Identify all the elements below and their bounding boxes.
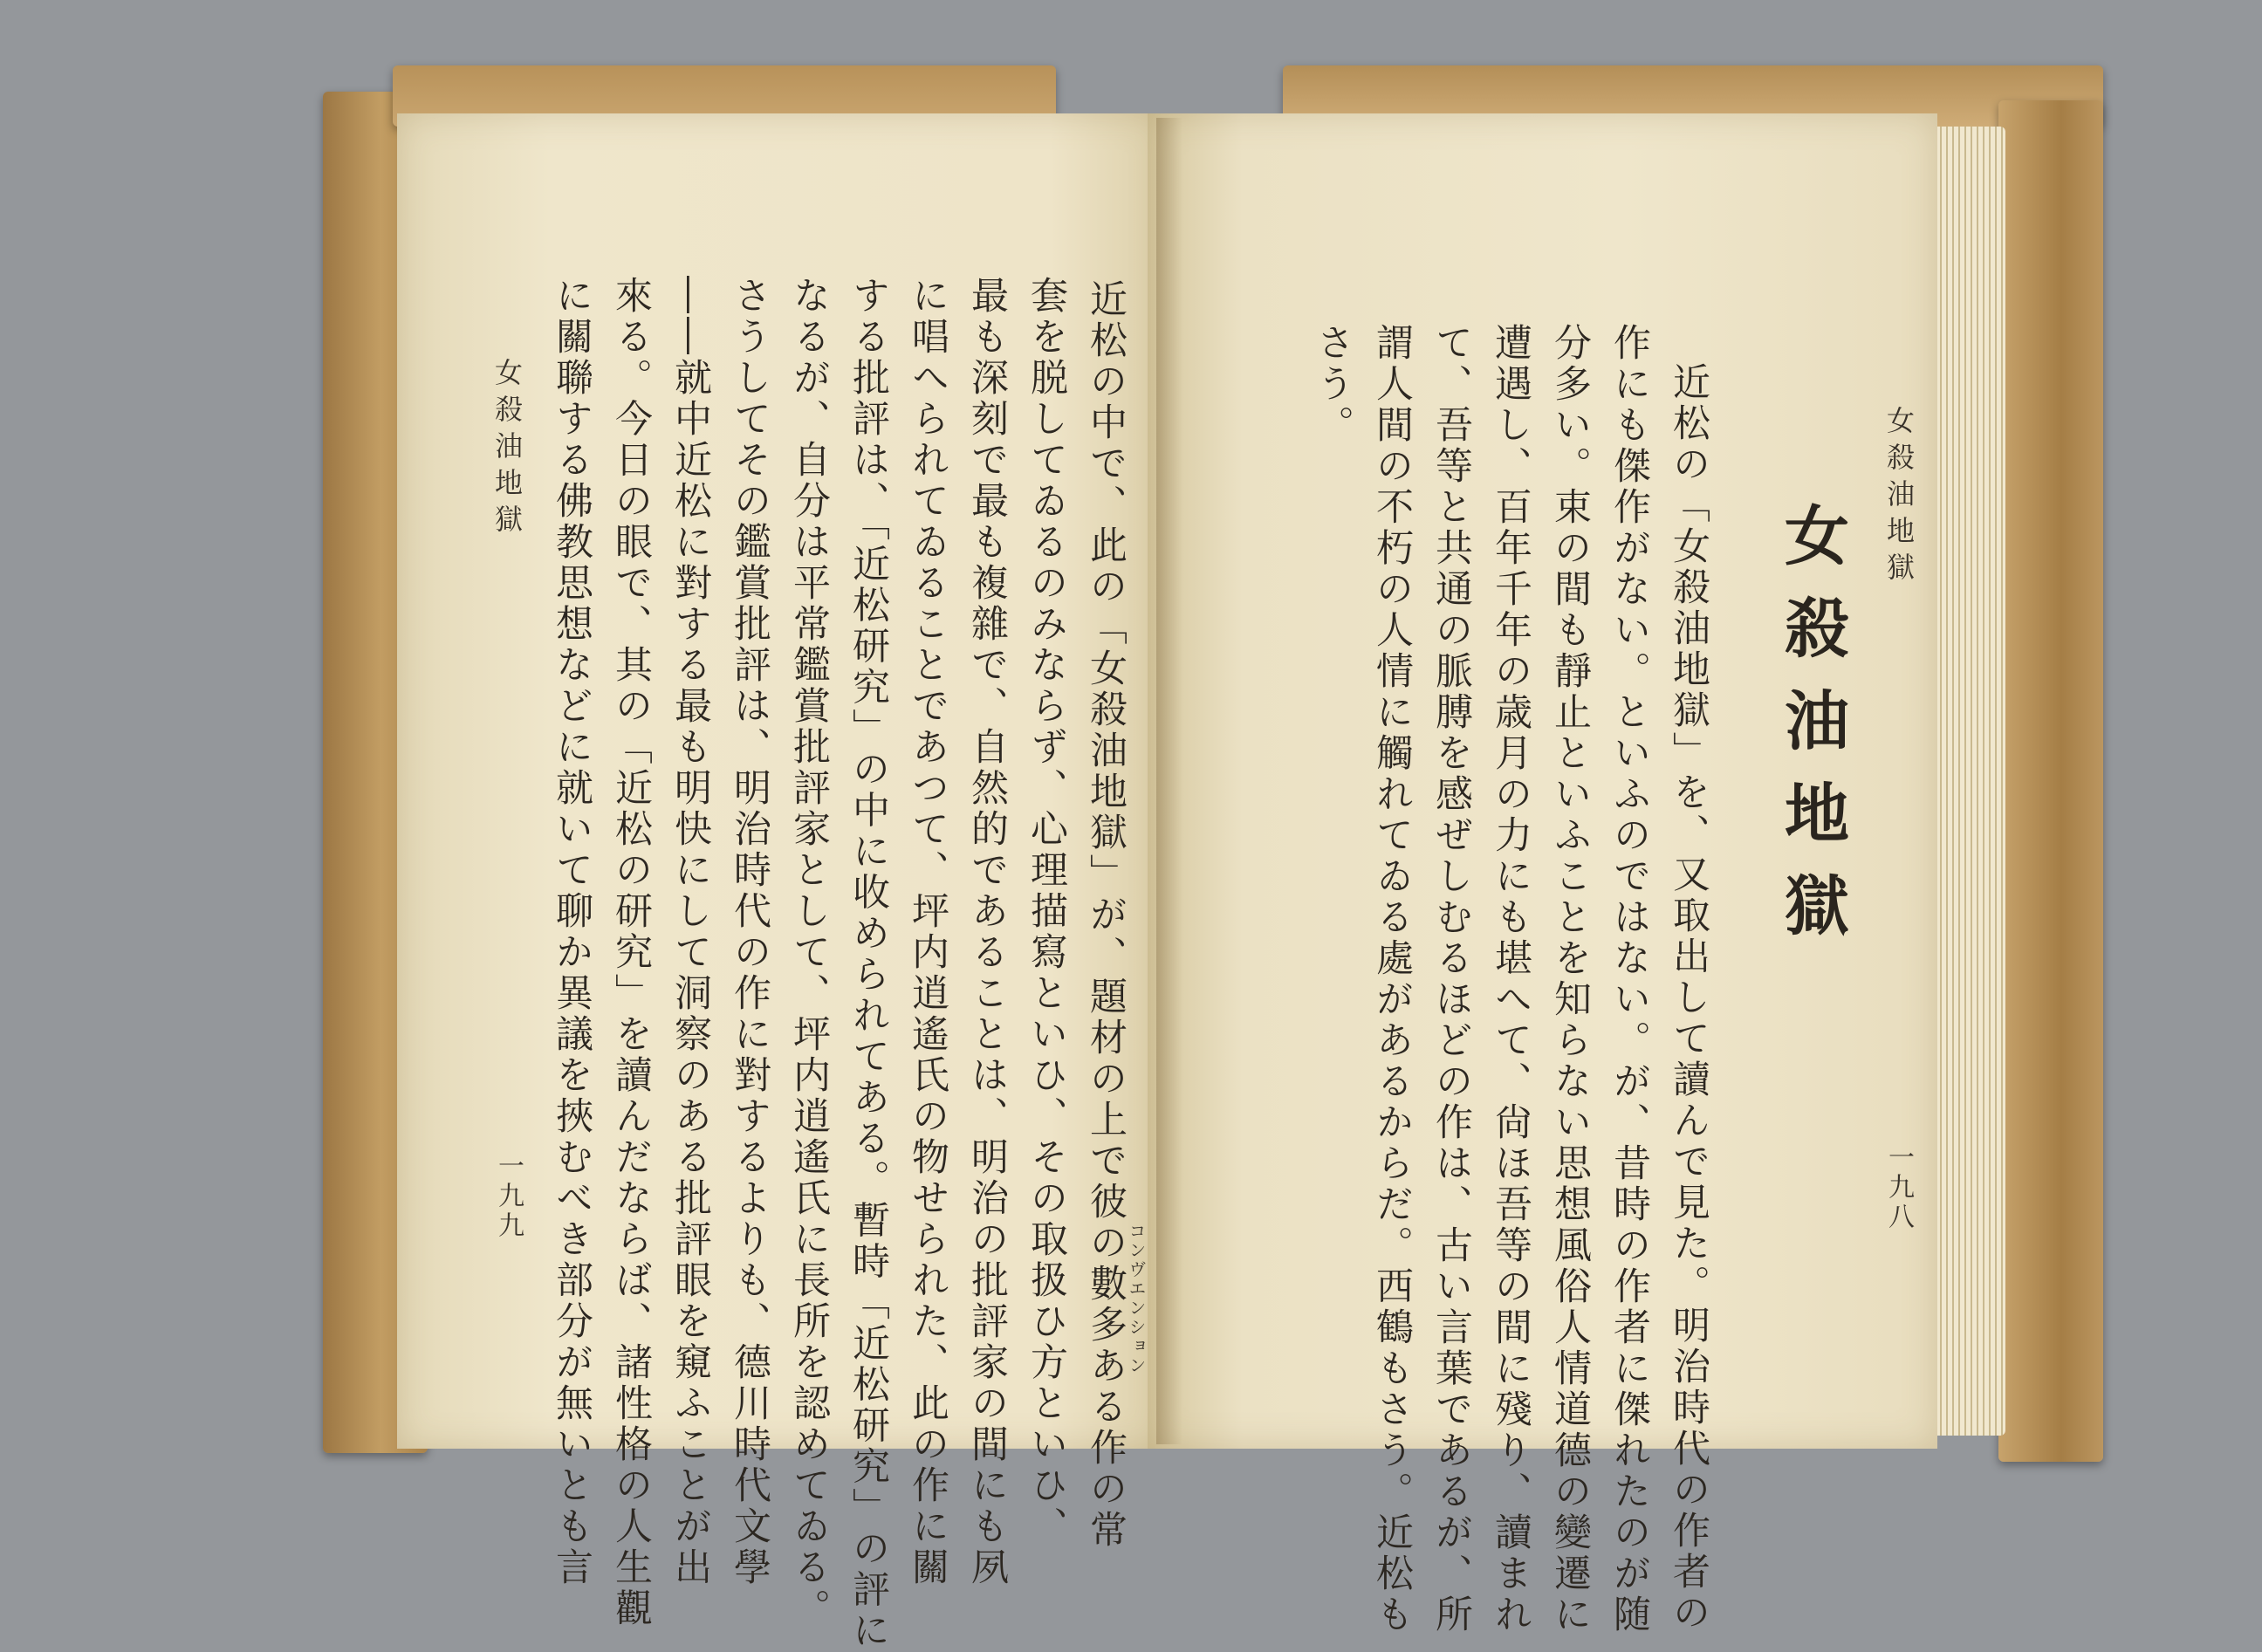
left-line-10: に關聯する佛教思想などに就いて聊か異議を挾むべき部分が無いとも言 — [550, 276, 593, 1588]
right-line-6: 謂人間の不朽の人情に觸れてゐる處があるからだ。西鶴もさう。近松も — [1370, 323, 1414, 1635]
left-line-6: なるが、自分は平常鑑賞批評家として、坪内逍遙氏に長所を認めてゐる。 — [787, 276, 831, 1629]
book-gutter — [1156, 118, 1182, 1444]
left-line-4: に唱へられてゐることであつて、坪内逍遙氏の物せられた、此の作に關 — [906, 276, 949, 1588]
left-line-8: ――就中近松に對する最も明快にして洞察のある批評眼を窺ふことが出 — [668, 276, 712, 1588]
left-line-3: 最も深刻で最も複雜で、自然的であることは、明治の批評家の間にも夙 — [965, 276, 1009, 1588]
right-line-7: さう。 — [1311, 323, 1354, 446]
page-stack — [1936, 127, 2005, 1436]
book-cover-right — [1998, 100, 2103, 1462]
left-ruby-convention: コンヴエンション — [1126, 1222, 1147, 1375]
left-line-9: 來る。今日の眼で、其の「近松の研究」を讀んだならば、諸性格の人生觀 — [609, 276, 653, 1629]
left-line-5: する批評は、「近松研究」の中に收められてある。暫時「近松研究」の評に — [847, 276, 890, 1652]
right-running-head: 女殺油地獄 — [1882, 406, 1916, 589]
right-line-3: 分多い。束の間も靜止といふことを知らない思想風俗人情道德の變遷に — [1548, 323, 1592, 1635]
left-page — [397, 113, 1165, 1652]
left-page-number: 一九九 — [493, 1152, 524, 1241]
left-running-head: 女殺油地獄 — [490, 358, 524, 541]
right-page — [1148, 113, 1937, 1635]
right-line-5: て、吾等と共通の脈膊を感ぜしむるほどの作は、古い言葉であるが、所 — [1429, 323, 1473, 1635]
left-line-2: 套を脱してゐるのみならず、心理描寫といひ、その取扱ひ方といひ、 — [1025, 276, 1068, 1547]
left-line-7: さうしてその鑑賞批評は、明治時代の作に對するよりも、德川時代文學 — [728, 276, 771, 1588]
right-line-2: 作にも傑作がない。といふのではない。が、昔時の作者に傑れたのが随 — [1607, 323, 1651, 1635]
right-page-number: 一九八 — [1883, 1143, 1914, 1232]
left-line-1: 近松の中で、此の「女殺油地獄」が、題材の上で彼の數多ある作の常 — [1084, 279, 1128, 1551]
open-book — [323, 65, 2103, 1652]
right-line-4: 遭遇し、百年千年の歳月の力にも堪へて、尙ほ吾等の間に殘り、讀まれ — [1489, 323, 1532, 1635]
chapter-title: 女殺油地獄 — [1774, 502, 1849, 964]
right-line-1: 近松の「女殺油地獄」を、又取出して讀んで見た。明治時代の作者の — [1667, 362, 1710, 1634]
